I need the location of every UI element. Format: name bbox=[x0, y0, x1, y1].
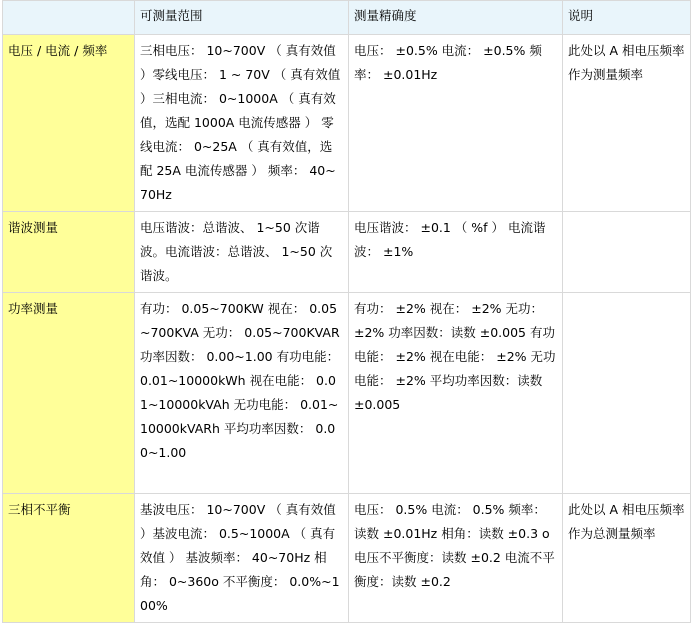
header-range: 可测量范围 bbox=[135, 1, 349, 35]
range-cell: 电压谐波：总谐波、 1~50 次谐波。电流谐波：总谐波、 1~50 次谐波。 bbox=[135, 212, 349, 293]
table-row bbox=[3, 35, 691, 212]
header-blank bbox=[3, 1, 135, 35]
row-label: 电压 / 电流 / 频率 bbox=[3, 35, 135, 212]
note-cell bbox=[563, 293, 691, 494]
table-row bbox=[3, 212, 691, 293]
range-cell: 有功： 0.05~700KW 视在： 0.05~700KVA 无功： 0.05~700KVAR 功率因数： 0.00~1.00 有功电能： 0.01~10000kWh 视在电能： 0.01~10000kVAh 无功电能： 0.01~10000kVARh 平均功率因数： 0.00~1.00 bbox=[135, 293, 349, 494]
range-cell: 基波电压： 10~700V （ 真有效值 ）基波电流： 0.5~1000A （ 真有效值 ） 基波频率： 40~70Hz 相角： 0~360o 不平衡度： 0.0%~100% bbox=[135, 494, 349, 623]
spec-table bbox=[2, 0, 691, 623]
accuracy-cell: 电压谐波： ±0.1 （ %f ） 电流谐波： ±1% bbox=[349, 212, 563, 293]
note-cell: 此处以 A 相电压频率作为总测量频率 bbox=[563, 494, 691, 623]
range-cell: 三相电压： 10~700V （ 真有效值 ）零线电压： 1 ~ 70V （ 真有效值 ）三相电流： 0~1000A （ 真有效值，选配 1000A 电流传感器 ） 零线电流： 0~25A （ 真有效值，选配 25A 电流传感器 ） 频率： 40~70Hz bbox=[135, 35, 349, 212]
note-cell: 此处以 A 相电压频率作为测量频率 bbox=[563, 35, 691, 212]
row-label: 谐波测量 bbox=[3, 212, 135, 293]
accuracy-cell: 电压： ±0.5% 电流： ±0.5% 频率： ±0.01Hz bbox=[349, 35, 563, 212]
header-accuracy: 测量精确度 bbox=[349, 1, 563, 35]
header-note: 说明 bbox=[563, 1, 691, 35]
table-row bbox=[3, 293, 691, 494]
row-label: 功率测量 bbox=[3, 293, 135, 494]
header-row bbox=[3, 1, 691, 35]
row-label: 三相不平衡 bbox=[3, 494, 135, 623]
accuracy-cell: 电压： 0.5% 电流： 0.5% 频率：读数 ±0.01Hz 相角：读数 ±0.3 o 电压不平衡度：读数 ±0.2 电流不平衡度：读数 ±0.2 bbox=[349, 494, 563, 623]
accuracy-cell: 有功： ±2% 视在： ±2% 无功： ±2% 功率因数：读数 ±0.005 有功电能： ±2% 视在电能： ±2% 无功电能： ±2% 平均功率因数：读数 ±0.005 bbox=[349, 293, 563, 494]
table-row bbox=[3, 494, 691, 623]
note-cell bbox=[563, 212, 691, 293]
